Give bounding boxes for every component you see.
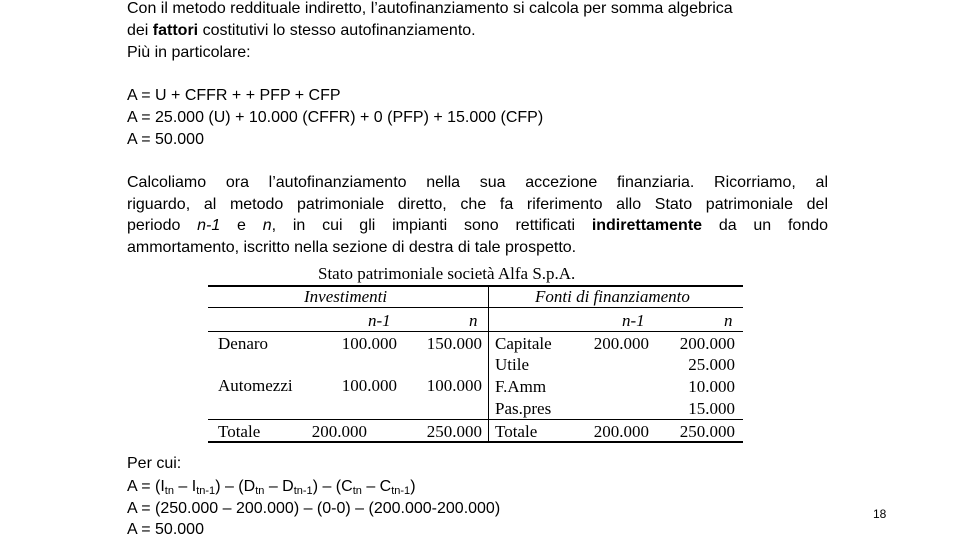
table-row-label: Totale	[218, 422, 261, 441]
paragraph	[127, 172, 828, 258]
paragraph-line-3	[127, 215, 828, 237]
intro-line-2-bold: fattori	[152, 22, 199, 39]
table-cell: 200.000	[679, 334, 735, 353]
intro-line-2	[127, 20, 476, 42]
page-number: 18	[873, 507, 887, 521]
subheader-rule	[208, 331, 743, 332]
formula-line-3: A = 50.000	[127, 131, 204, 148]
intro-line-2-post: costitutivi lo stesso autofinanziamento.	[198, 22, 476, 39]
table-row-label: Automezzi	[218, 376, 293, 395]
r2-s2: tn-1	[196, 485, 216, 497]
table-row-label: Pas.pres	[495, 399, 552, 418]
table-row-label: Totale	[495, 422, 538, 441]
formula-line-1: A = U + CFFR + + PFP + CFP	[127, 87, 341, 104]
left-col-n1: n-1	[368, 311, 391, 330]
table-cell: 200.000	[593, 334, 649, 353]
table-cell: 150.000	[426, 334, 482, 353]
table-cell: 250.000	[679, 422, 735, 441]
result-line-1: Per cui:	[127, 455, 182, 472]
r2-a: A = (I	[127, 478, 165, 495]
table-cell: 10.000	[688, 377, 735, 396]
p3-bold: indirettamente	[591, 217, 703, 234]
left-header: Investimenti	[304, 287, 388, 306]
paragraph-line-1: Calcoliamo ora l’autofinanziamento nella sua accezione finanziaria. Ricorriamo, al	[127, 174, 828, 191]
table-divider	[488, 285, 489, 441]
right-col-n1: n-1	[622, 311, 645, 330]
result-line-2	[127, 476, 416, 498]
intro-line-1: Con il metodo reddituale indiretto, l’autofinanziamento si calcola per somma algebrica	[127, 0, 733, 17]
right-header: Fonti di finanziamento	[535, 287, 690, 306]
result-line-4: A = 50.000	[127, 521, 204, 538]
table-cell: 200.000	[593, 422, 649, 441]
right-col-n: n	[724, 311, 733, 330]
r2-s3: tn	[255, 485, 265, 497]
p3-c: , in cui gli impianti sono rettificati	[271, 217, 592, 234]
r2-f: – C	[361, 478, 392, 495]
r2-s6: tn-1	[391, 485, 411, 497]
header-rule	[208, 307, 743, 308]
table-title: Stato patrimoniale società Alfa S.p.A.	[318, 264, 576, 283]
total-rule	[208, 419, 743, 420]
table-cell: 15.000	[688, 399, 735, 418]
r2-e: ) – (C	[312, 478, 353, 495]
table-cell: 100.000	[426, 376, 482, 395]
r2-s5: tn	[352, 485, 362, 497]
table-cell: 250.000	[426, 422, 482, 441]
paragraph-line-2: riguardo, al metodo patrimoniale diretto, che fa riferimento allo Stato patrimoniale del	[127, 195, 828, 213]
table-cell: 100.000	[341, 376, 397, 395]
formula-line-2: A = 25.000 (U) + 10.000 (CFFR) + 0 (PFP) + 15.000 (CFP)	[127, 109, 544, 126]
p3-n1: n-1	[197, 217, 221, 234]
result-line-3: A = (250.000 – 200.000) – (0-0) – (200.000-200.000)	[127, 500, 501, 517]
table-row-label: Utile	[495, 355, 529, 374]
r2-d: – D	[264, 478, 294, 495]
table-row-label: F.Amm	[495, 377, 547, 396]
p3-a: periodo	[127, 217, 198, 234]
table-row-label: Denaro	[218, 334, 269, 353]
table-cell: 200.000	[311, 422, 367, 441]
p3-b: e	[220, 217, 263, 234]
table-bottom-rule	[208, 441, 743, 443]
left-col-n: n	[469, 311, 478, 330]
r2-b: – I	[173, 478, 197, 495]
r2-g: )	[410, 478, 416, 495]
intro-line-2-pre: dei	[127, 22, 153, 39]
table-cell: 25.000	[688, 355, 735, 374]
table-row-label: Capitale	[495, 334, 552, 353]
r2-s1: tn	[164, 485, 174, 497]
p3-n: n	[262, 217, 272, 234]
table-cell: 100.000	[341, 334, 397, 353]
paragraph-line-4: ammortamento, iscritto nella sezione di destra di tale prospetto.	[127, 238, 577, 256]
intro-line-3: Più in particolare:	[127, 44, 251, 61]
r2-c: ) – (D	[215, 478, 256, 495]
p3-d: da un fondo	[702, 217, 829, 234]
r2-s4: tn-1	[293, 485, 313, 497]
